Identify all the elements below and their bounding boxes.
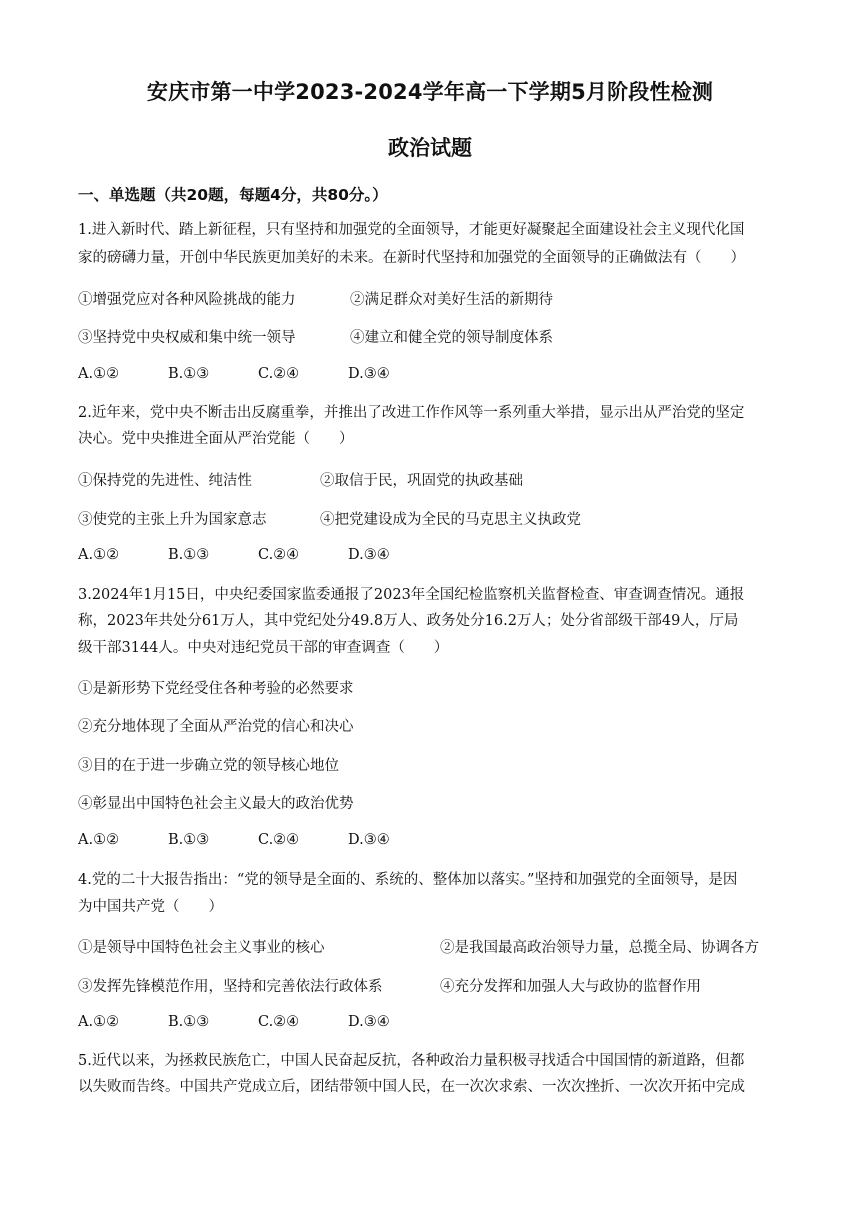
question-1-line-1: 1.进入新时代、踏上新征程，只有坚持和加强党的全面领导，才能更好凝聚起全面建设社会主义现代化国 — [78, 222, 745, 238]
question-3-line-3: 级干部3144人。中央对违纪党员干部的审查调查（ ） — [78, 640, 449, 656]
question-4-option-1: ①是领导中国特色社会主义事业的核心 — [78, 940, 325, 956]
question-3-option-3: ③目的在于进一步确立党的领导核心地位 — [78, 758, 339, 774]
choice-c: C.②④ — [258, 832, 300, 848]
page-title: 安庆市第一中学2023-2024学年高一下学期5月阶段性检测 — [146, 80, 714, 104]
question-1-option-1: ①增强党应对各种风险挑战的能力 — [78, 292, 296, 308]
choice-b: B.①③ — [168, 366, 210, 382]
question-3-option-1: ①是新形势下党经受住各种考验的必然要求 — [78, 681, 354, 697]
choice-b: B.①③ — [168, 1014, 210, 1030]
choice-a: A.①② — [78, 832, 120, 848]
choice-b: B.①③ — [168, 547, 210, 563]
question-2-line-1: 2.近年来，党中央不断击出反腐重拳，并推出了改进工作作风等一系列重大举措，显示出从严治党的坚定 — [78, 405, 745, 421]
question-2-option-1: ①保持党的先进性、纯洁性 — [78, 473, 252, 489]
choice-d: D.③④ — [348, 366, 390, 382]
question-4-line-2: 为中国共产党（ ） — [78, 899, 223, 915]
question-1-choices — [78, 366, 390, 382]
page-subtitle: 政治试题 — [388, 136, 472, 160]
question-4-option-4: ④充分发挥和加强人大与政协的监督作用 — [440, 979, 701, 995]
question-4-option-3: ③发挥先锋模范作用，坚持和完善依法行政体系 — [78, 979, 383, 995]
choice-c: C.②④ — [258, 1014, 300, 1030]
question-1-option-2: ②满足群众对美好生活的新期待 — [350, 292, 553, 308]
choice-a: A.①② — [78, 366, 120, 382]
question-2-option-2: ②取信于民，巩固党的执政基础 — [320, 473, 523, 489]
choice-d: D.③④ — [348, 832, 390, 848]
section-heading: 一、单选题（共20题，每题4分，共80分。） — [78, 186, 388, 204]
choice-d: D.③④ — [348, 547, 390, 563]
question-3-option-2: ②充分地体现了全面从严治党的信心和决心 — [78, 719, 354, 735]
question-3-line-1: 3.2024年1月15日，中央纪委国家监委通报了2023年全国纪检监察机关监督检查、审查调查情况。通报 — [78, 587, 745, 603]
question-1-line-2: 家的磅礴力量，开创中华民族更加美好的未来。在新时代坚持和加强党的全面领导的正确做法有（ ） — [78, 250, 745, 266]
question-1-option-4: ④建立和健全党的领导制度体系 — [350, 330, 553, 346]
choice-b: B.①③ — [168, 832, 210, 848]
question-3-line-2: 称，2023年共处分61万人，其中党纪处分49.8万人、政务处分16.2万人；处分省部级干部49人，厅局 — [78, 613, 739, 629]
question-5-line-2: 以失败而告终。中国共产党成立后，团结带领中国人民，在一次次求索、一次次挫折、一次次开拓中完成 — [78, 1079, 745, 1095]
question-2-option-4: ④把党建设成为全民的马克思主义执政党 — [320, 512, 581, 528]
question-3-option-4: ④彰显出中国特色社会主义最大的政治优势 — [78, 796, 354, 812]
question-2-line-2: 决心。党中央推进全面从严治党能（ ） — [78, 431, 354, 447]
choice-d: D.③④ — [348, 1014, 390, 1030]
question-4-line-1: 4.党的二十大报告指出：“党的领导是全面的、系统的、整体加以落实。”坚持和加强党的全面领导，是因 — [78, 872, 738, 888]
question-1-option-3: ③坚持党中央权威和集中统一领导 — [78, 330, 296, 346]
choice-c: C.②④ — [258, 547, 300, 563]
question-2-choices — [78, 547, 390, 563]
question-2-option-3: ③使党的主张上升为国家意志 — [78, 512, 267, 528]
question-5-line-1: 5.近代以来，为拯救民族危亡，中国人民奋起反抗，各种政治力量积极寻找适合中国国情的新道路，但都 — [78, 1053, 745, 1069]
choice-a: A.①② — [78, 1014, 120, 1030]
question-4-option-2: ②是我国最高政治领导力量，总揽全局、协调各方 — [440, 940, 759, 956]
question-4-choices — [78, 1014, 390, 1030]
question-3-choices — [78, 832, 390, 848]
choice-a: A.①② — [78, 547, 120, 563]
choice-c: C.②④ — [258, 366, 300, 382]
